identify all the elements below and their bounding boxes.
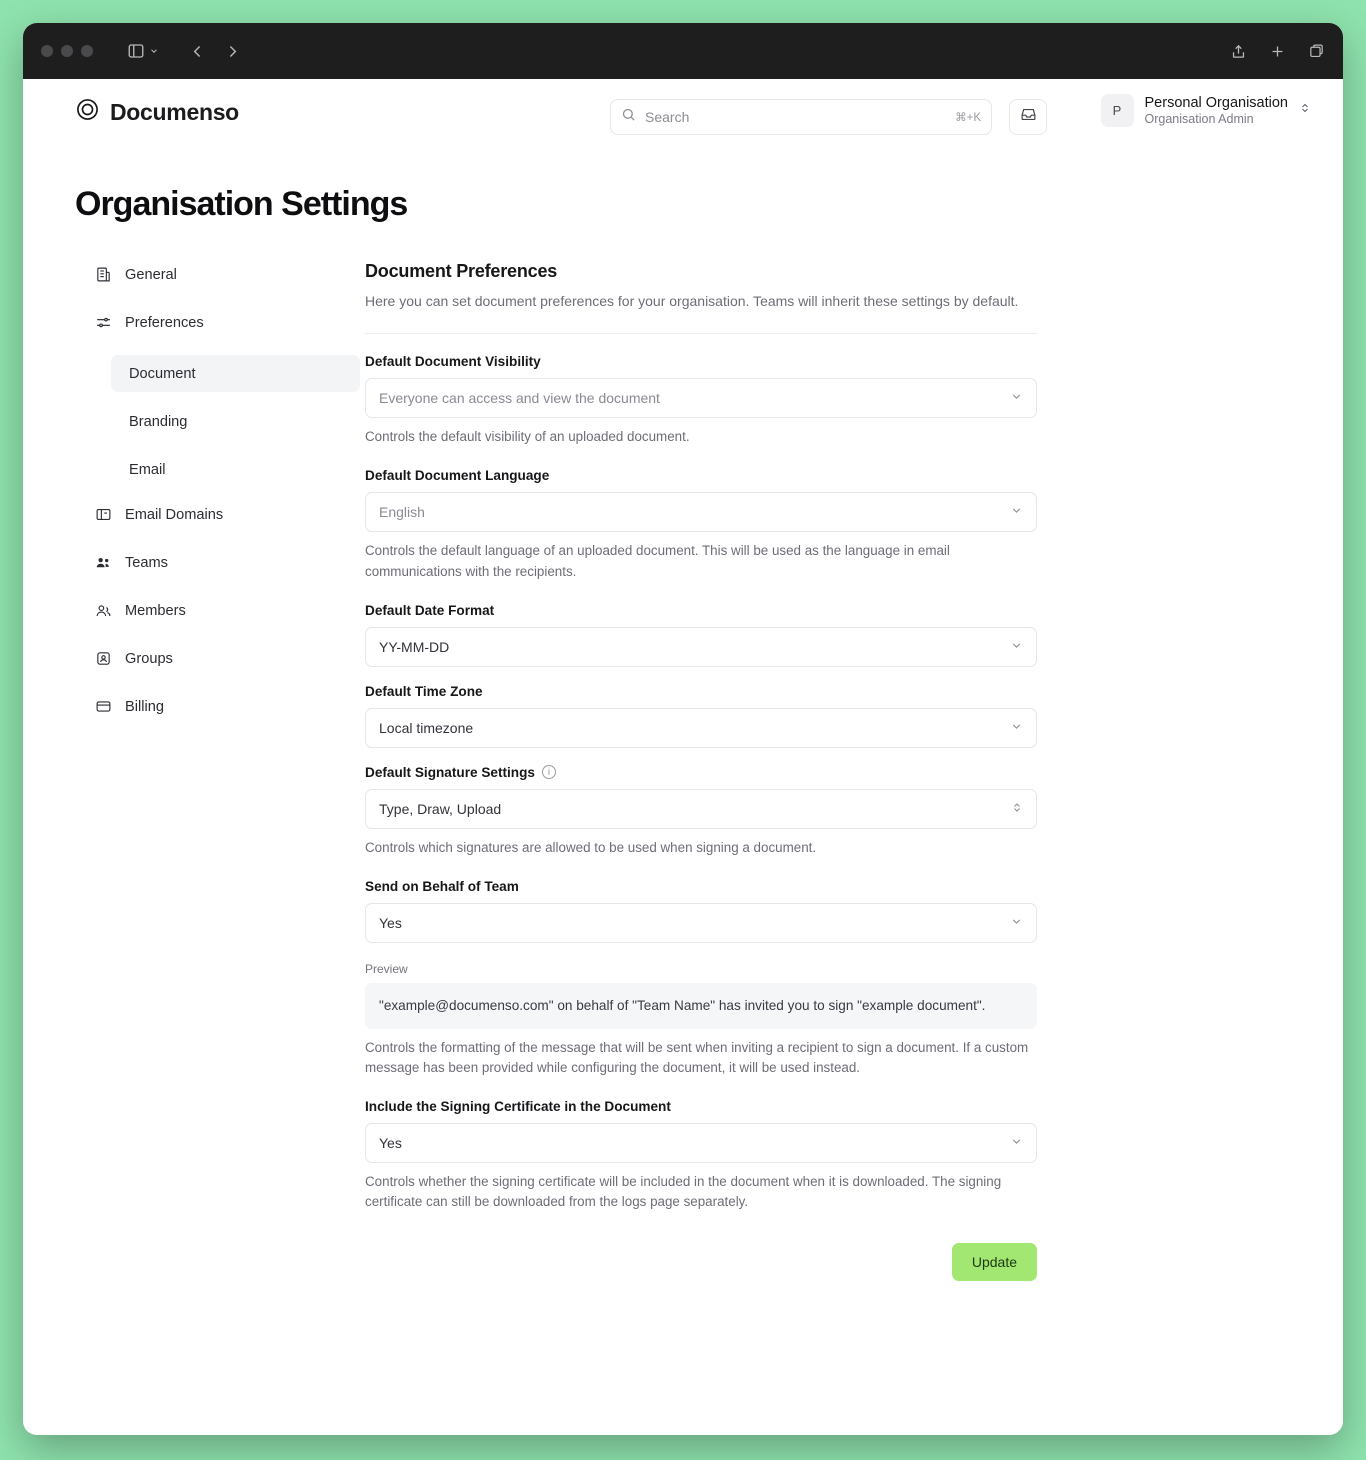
search-input[interactable]: [645, 109, 946, 125]
maximize-window-button[interactable]: [81, 45, 93, 57]
select-value: Local timezone: [379, 719, 474, 736]
teams-icon: [95, 554, 112, 572]
select-value: Yes: [379, 914, 402, 931]
field-help: Controls the formatting of the message that will be sent when inviting a recipient to sign a document. If a custom message has been provided while configuring the document, it will be used instead.: [365, 1040, 1029, 1076]
update-button[interactable]: Update: [952, 1243, 1037, 1281]
chevron-up-down-icon[interactable]: [1299, 100, 1311, 121]
sidebar-item-label: Billing: [125, 698, 164, 715]
field-help: Controls the default visibility of an uploaded document.: [365, 429, 690, 445]
groups-icon: [95, 650, 112, 667]
chevron-down-icon: [1010, 504, 1023, 520]
tabs-icon[interactable]: [1308, 43, 1325, 60]
field-label: Include the Signing Certificate in the Document: [365, 1099, 671, 1115]
signature-settings-select[interactable]: [365, 789, 1037, 829]
organisation-role: Organisation Admin: [1144, 112, 1254, 127]
send-on-behalf-select[interactable]: [365, 903, 1037, 943]
sidebar-item-billing[interactable]: [75, 691, 365, 722]
inbox-icon: [1020, 106, 1037, 128]
select-value: YY-MM-DD: [379, 638, 450, 655]
page-body: [23, 259, 1343, 1321]
field-send-on-behalf-of-team: [365, 879, 1037, 1079]
sidebar-item-email-domains[interactable]: [75, 499, 365, 530]
select-value: Yes: [379, 1135, 402, 1152]
settings-nav: [75, 259, 365, 1321]
sidebar-item-label: Groups: [125, 650, 173, 667]
chevron-down-icon: [1010, 639, 1023, 655]
search-icon: [621, 107, 636, 127]
date-format-select[interactable]: [365, 627, 1037, 667]
field-label: Default Time Zone: [365, 683, 483, 699]
field-label: [365, 765, 1037, 780]
sidebar-item-general[interactable]: [75, 259, 365, 290]
sidebar-subitem-branding[interactable]: [111, 403, 360, 440]
search-box[interactable]: [610, 99, 992, 135]
field-label: Default Date Format: [365, 602, 495, 618]
settings-content: [365, 259, 1037, 1321]
browser-window: [23, 23, 1343, 1435]
divider: [365, 333, 1037, 334]
field-include-signing-certificate: [365, 1099, 1037, 1212]
sidebar-subitem-document[interactable]: [111, 355, 360, 392]
documenso-logo-icon: [75, 97, 100, 127]
chevron-up-down-icon: [1011, 800, 1023, 818]
organisation-switcher[interactable]: [1101, 94, 1311, 128]
field-default-document-language: [365, 468, 1037, 581]
select-value: English: [379, 504, 425, 521]
sidebar-item-preferences[interactable]: [75, 307, 365, 338]
search-shortcut-hint: ⌘+K: [955, 112, 981, 124]
avatar: P: [1101, 94, 1134, 127]
field-label: Send on Behalf of Team: [365, 878, 519, 894]
close-window-button[interactable]: [41, 45, 53, 57]
building-icon: [95, 266, 112, 283]
signing-certificate-select[interactable]: [365, 1123, 1037, 1163]
select-value: Everyone can access and view the document: [379, 390, 660, 407]
inbox-button[interactable]: [1009, 99, 1047, 135]
language-select[interactable]: [365, 492, 1037, 532]
field-default-document-visibility: [365, 354, 1037, 447]
sliders-icon: [95, 314, 112, 331]
chevron-down-icon: [1010, 720, 1023, 736]
preview-label: Preview: [365, 961, 408, 976]
preview-text: "example@documenso.com" on behalf of "Team Name" has invited you to sign "example document".: [365, 983, 1037, 1029]
info-icon[interactable]: i: [542, 765, 556, 779]
field-label-text: Default Signature Settings: [365, 764, 535, 780]
members-icon: [95, 602, 112, 620]
credit-card-icon: [95, 698, 112, 715]
share-icon[interactable]: [1230, 43, 1247, 60]
page-title: Organisation Settings: [75, 185, 408, 223]
window-controls[interactable]: [41, 45, 93, 57]
mail-box-icon: [95, 506, 112, 523]
forward-arrow-icon[interactable]: [224, 43, 241, 60]
chevron-down-icon[interactable]: [149, 46, 159, 56]
field-default-signature-settings: [365, 765, 1037, 858]
brand-name: Documenso: [110, 98, 239, 125]
select-value: Type, Draw, Upload: [379, 800, 502, 817]
field-help: Controls whether the signing certificate will be included in the document when it is downloaded. The signing certificate can still be downloaded from the logs page separately.: [365, 1174, 1002, 1210]
new-tab-icon[interactable]: [1269, 43, 1286, 60]
sidebar-subitem-email[interactable]: [111, 451, 360, 488]
minimize-window-button[interactable]: [61, 45, 73, 57]
app-topbar: [23, 79, 1343, 145]
time-zone-select[interactable]: [365, 708, 1037, 748]
sidebar-item-label: Email Domains: [125, 506, 224, 523]
section-title: Document Preferences: [365, 261, 558, 281]
sidebar-subitem-label: Branding: [129, 413, 188, 430]
sidebar-item-label: Preferences: [125, 314, 204, 331]
field-help: Controls which signatures are allowed to be used when signing a document.: [365, 839, 817, 855]
section-description: Here you can set document preferences for your organisation. Teams will inherit these settings by default.: [365, 293, 1019, 309]
sidebar-item-members[interactable]: [75, 595, 365, 626]
chevron-down-icon: [1010, 390, 1023, 406]
field-label: Default Document Visibility: [365, 354, 541, 370]
sidebar-subitem-label: Email: [129, 461, 166, 478]
sidebar-item-teams[interactable]: [75, 547, 365, 578]
chevron-down-icon: [1010, 915, 1023, 931]
back-arrow-icon[interactable]: [189, 43, 206, 60]
brand-logo[interactable]: [75, 97, 239, 127]
sidebar-item-label: General: [125, 266, 177, 283]
field-default-time-zone: [365, 684, 1037, 748]
sidebar-item-label: Teams: [125, 554, 168, 571]
app-viewport: [23, 79, 1343, 1435]
organisation-name: Personal Organisation: [1144, 95, 1288, 111]
field-label: Default Document Language: [365, 468, 550, 484]
form-actions: [365, 1243, 1037, 1321]
sidebar-item-groups[interactable]: [75, 643, 365, 674]
field-help: Controls the default language of an uploaded document. This will be used as the language in email communications with the recipients.: [365, 543, 950, 579]
sidebar-item-label: Members: [125, 602, 186, 619]
browser-chrome: [23, 23, 1343, 79]
visibility-select[interactable]: [365, 378, 1037, 418]
field-default-date-format: [365, 603, 1037, 667]
sidebar-icon[interactable]: [127, 42, 145, 60]
chevron-down-icon: [1010, 1135, 1023, 1151]
sidebar-subitem-label: Document: [129, 365, 196, 382]
